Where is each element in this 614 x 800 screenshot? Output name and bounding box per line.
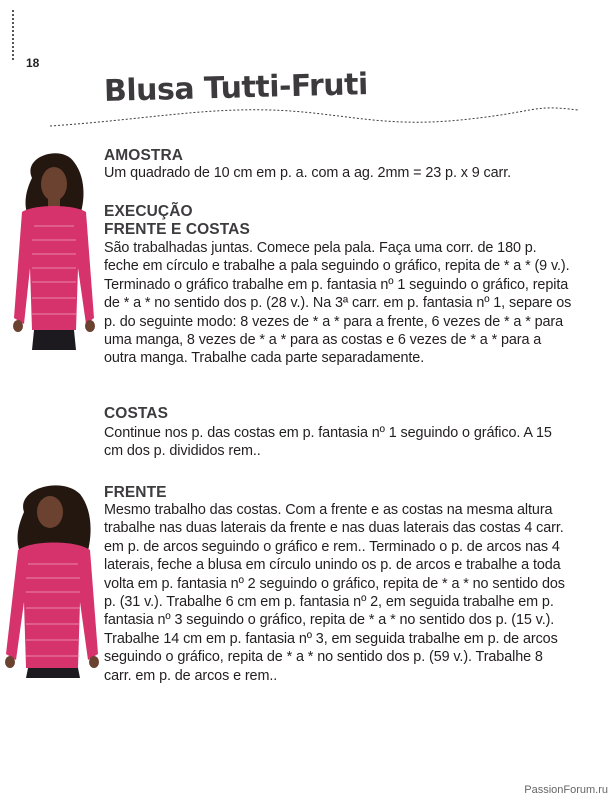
page-margin-marker [12, 10, 14, 60]
page-number: 18 [26, 56, 40, 70]
section-subheading-frente-e-costas: FRENTE E COSTAS [104, 221, 250, 238]
page-title: Blusa Tutti-Fruti [103, 67, 369, 109]
title-wave-divider [50, 98, 580, 132]
model-front-photo [4, 148, 102, 350]
section-text-execucao: São trabalhadas juntas. Comece pela pala. Faça uma corr. de 180 p. feche em círculo e trabalhe a pala seguindo o gráfico, repita de * a * (9 v.). Terminado o gráfico trabalhe em p. fantasia nº 1 seguindo o gráfico, repita de * a * no sentido dos p. (28 v.). Na 3ª carr. em p. fantasia nº 1, separe os p. do seguinte modo: 8 vezes de * a * para a frente, 6 vezes de * a * para uma manga, 8 vezes de * a * para as costas e 6 vezes de * a * para a outra manga. Trabalhe cada parte separadamente. [104, 240, 572, 367]
section-text-amostra: Um quadrado de 10 cm em p. a. com a ag. 2mm = 23 p. x 9 carr. [104, 165, 512, 181]
section-heading-costas: COSTAS [104, 405, 169, 422]
section-heading-frente: FRENTE [104, 484, 167, 501]
watermark: PassionForum.ru [524, 784, 608, 796]
section-text-costas: Continue nos p. das costas em p. fantasia nº 1 seguindo o gráfico. A 15 cm dos p. divididos rem.. [104, 425, 552, 460]
section-heading-amostra: AMOSTRA [104, 147, 184, 164]
model-back-photo [2, 478, 102, 678]
section-heading-execucao: EXECUÇÃO [104, 203, 193, 220]
section-text-frente: Mesmo trabalho das costas. Com a frente e as costas na mesma altura trabalhe nas duas laterais da frente e nas duas laterais das costas 4 carr. em p. de arcos seguindo o gráfico e rem.. Terminado o p. de arcos nas 4 laterais, feche a blusa em círculo unindo os p. de arcos e trabalhe a toda volta em p. fantasia nº 2 seguindo o gráfico, repita de * a * no sentido dos p. (31 v.). Trabalhe 6 cm em p. fantasia nº 2, em seguida trabalhe em p. fantasia nº 3 seguindo o gráfico, repita de * a * no sentido dos p. (15 v.). Trabalhe 14 cm em p. fantasia nº 3, em seguida trabalhe em p. de arcos seguindo o gráfico, repita de * a * no sentido dos p. (59 v.). Trabalhe 8 carr. em p. de arcos e rem.. [104, 502, 565, 684]
